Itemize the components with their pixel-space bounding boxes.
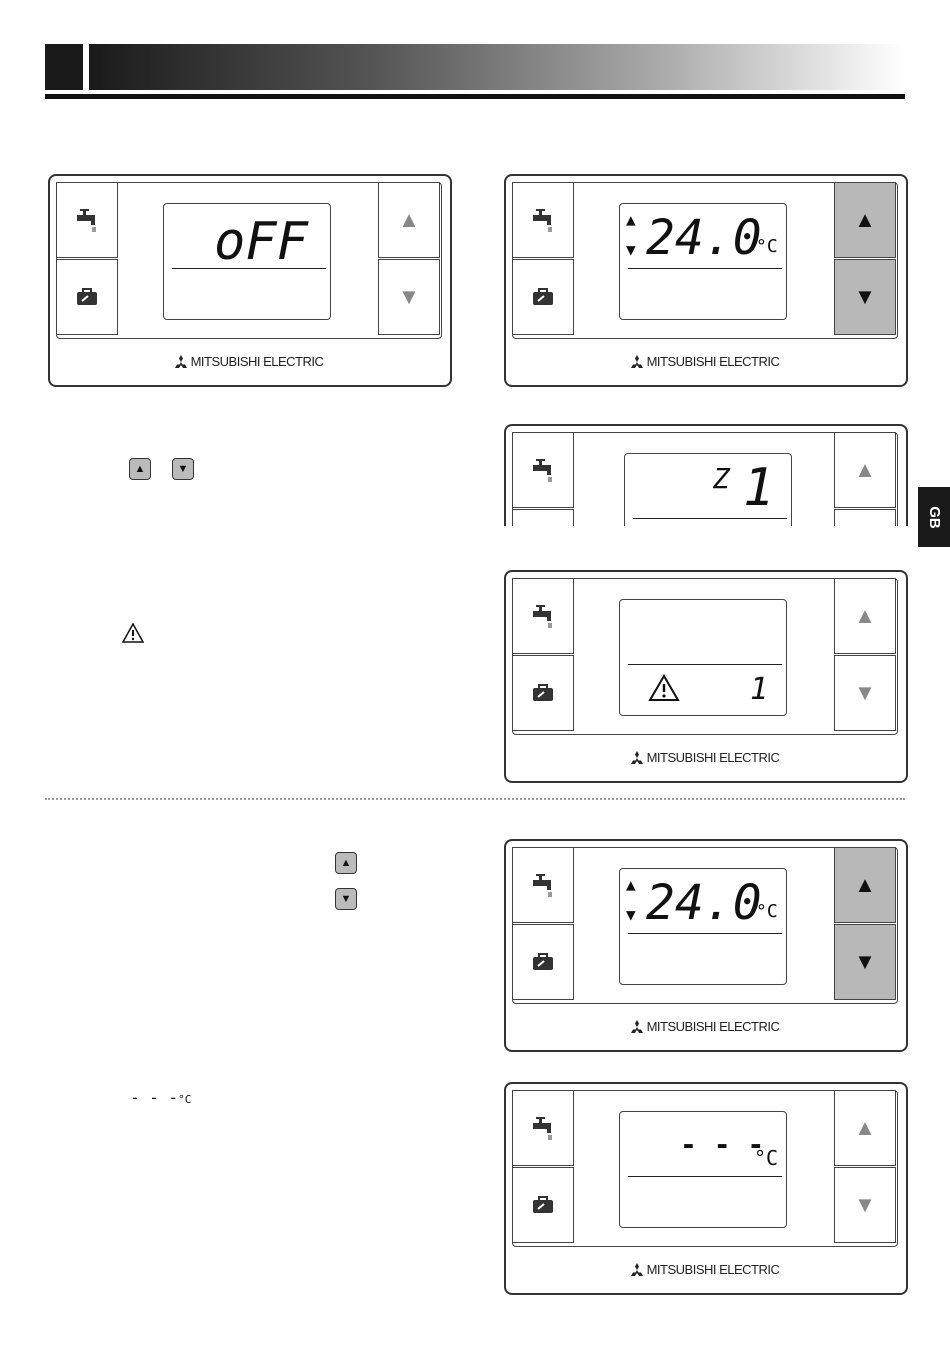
water-tap-icon [75,207,99,233]
display-unit: °C [756,901,778,922]
mitsubishi-logo [173,355,189,368]
up-arrow-icon: ▲ [854,1115,876,1140]
down-arrow-icon: ▼ [398,284,420,309]
holiday-button[interactable] [512,924,574,1000]
water-tap-icon [531,603,555,629]
down-button[interactable] [834,924,896,1000]
down-arrow-icon: ▼ [854,680,876,705]
down-button[interactable] [378,259,440,335]
holiday-case-icon [76,288,98,306]
lcd-display [624,453,792,526]
down-arrow-icon: ▼ [854,1192,876,1217]
up-button[interactable] [834,847,896,923]
mitsubishi-logo [629,355,645,368]
up-button[interactable] [834,1090,896,1166]
up-arrow-icon: ▲ [398,207,420,232]
lcd-display [619,203,787,320]
mitsubishi-logo [629,751,645,764]
holiday-button[interactable] [512,509,574,526]
display-main: 1 [743,458,775,518]
warning-triangle-icon [648,674,680,702]
brand-label: MITSUBISHI ELECTRIC [504,354,904,369]
down-button[interactable] [834,259,896,335]
up-arrow-icon: ▲ [854,872,876,897]
display-unit: °C [754,1146,779,1170]
up-indicator: ▲ [626,875,636,894]
holiday-button[interactable] [512,259,574,335]
up-arrow-icon: ▲ [854,603,876,628]
lcd-display [163,203,331,320]
section-title-bar [89,44,905,90]
hot-water-button[interactable] [512,182,574,258]
down-button[interactable] [834,655,896,731]
controller-setpoint [504,174,908,387]
brand-label: MITSUBISHI ELECTRIC [48,354,448,369]
down-key-icon: ▼ [172,458,194,480]
mitsubishi-logo [629,1020,645,1033]
holiday-button[interactable] [512,655,574,731]
error-code: 1 [750,672,769,707]
water-tap-icon [531,1115,555,1141]
up-key-icon: ▲ [129,458,151,480]
warning-icon [122,623,144,643]
brand-label: MITSUBISHI ELECTRIC [504,1262,904,1277]
down-indicator: ▼ [626,240,636,259]
down-arrow-icon: ▼ [854,949,876,974]
language-tab: GB [918,487,950,547]
display-main: 24.0 [646,875,762,931]
up-arrow-icon: ▲ [854,457,876,482]
hot-water-button[interactable] [512,578,574,654]
up-indicator: ▲ [626,210,636,229]
brand-label: MITSUBISHI ELECTRIC [504,750,904,765]
controller-no-reading [504,1082,908,1295]
up-button[interactable] [834,578,896,654]
down-button[interactable] [834,1167,896,1243]
holiday-case-icon [532,953,554,971]
lcd-display [619,1111,787,1228]
hot-water-button[interactable] [512,847,574,923]
controller-zone [504,424,908,526]
down-key-icon: ▼ [335,888,357,910]
up-button[interactable] [834,182,896,258]
zone-prefix: Z [713,462,730,495]
down-arrow-icon: ▼ [854,284,876,309]
holiday-case-icon [532,684,554,702]
up-key-icon: ▲ [335,852,357,874]
hot-water-button[interactable] [56,182,118,258]
up-button[interactable] [834,432,896,508]
display-unit: °C [756,236,778,257]
holiday-button[interactable] [512,1167,574,1243]
hot-water-button[interactable] [512,432,574,508]
section-divider [45,798,905,800]
water-tap-icon [531,872,555,898]
up-arrow-icon: ▲ [854,207,876,232]
down-button[interactable] [834,509,896,526]
lcd-display [619,868,787,985]
holiday-button[interactable] [56,259,118,335]
display-main: oFF [214,212,308,272]
section-number-block [45,44,83,90]
dashes-symbol: - - -°C [130,1088,192,1107]
controller-off [48,174,452,387]
holiday-case-icon [532,288,554,306]
down-indicator: ▼ [626,905,636,924]
controller-error [504,570,908,783]
header-rule [45,94,905,99]
water-tap-icon [531,207,555,233]
hot-water-button[interactable] [512,1090,574,1166]
up-button[interactable] [378,182,440,258]
lcd-display [619,599,787,716]
mitsubishi-logo [629,1263,645,1276]
holiday-case-icon [532,1196,554,1214]
brand-label: MITSUBISHI ELECTRIC [504,1019,904,1034]
controller-setpoint-2 [504,839,908,1052]
display-main: - - - [680,1128,765,1161]
display-main: 24.0 [646,210,762,266]
water-tap-icon [531,457,555,483]
